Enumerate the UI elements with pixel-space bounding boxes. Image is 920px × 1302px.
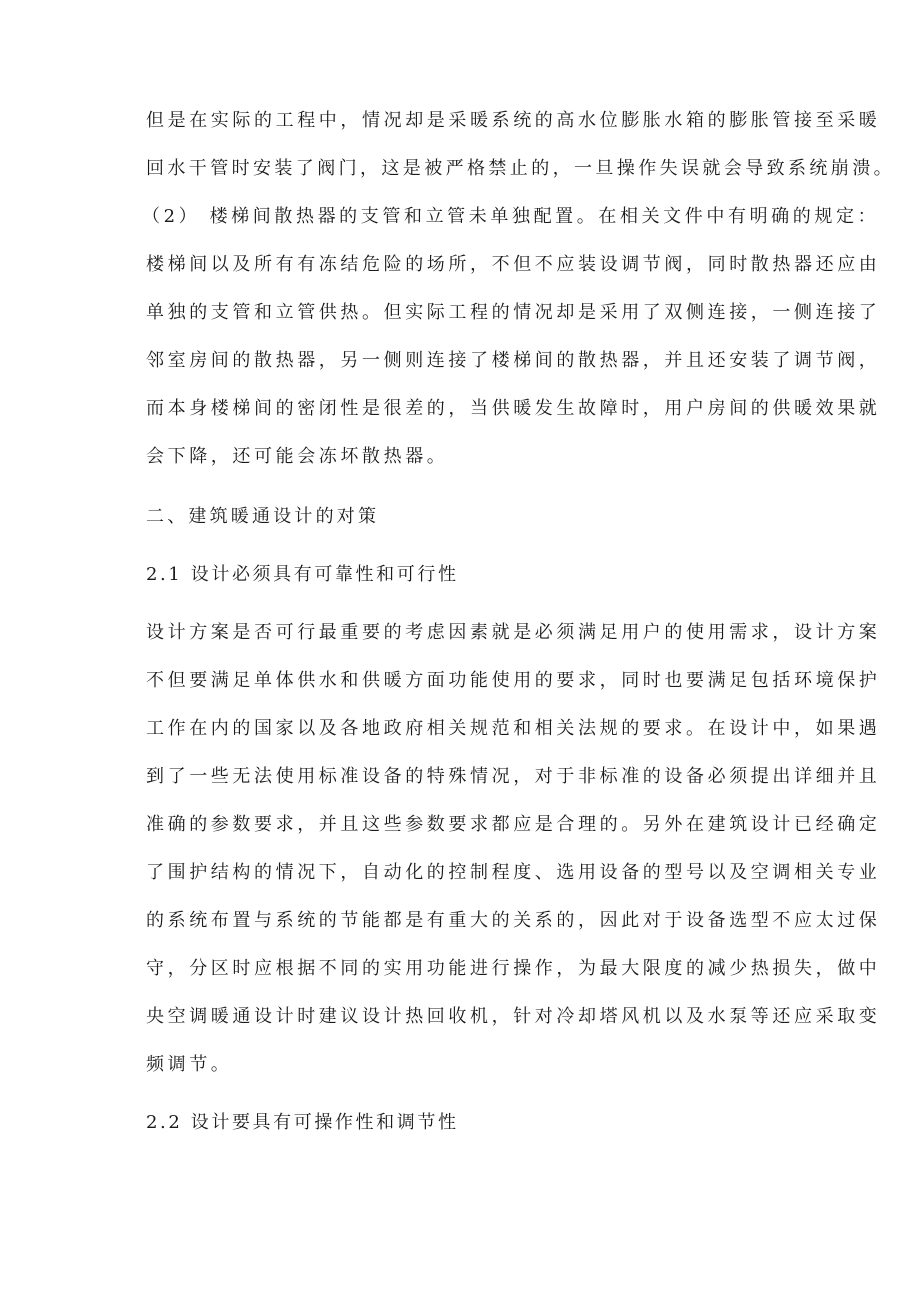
paragraph-2-line-6: 会下降，还可能会冻坏散热器。 [146,446,449,467]
paragraph-2-line-3: 单独的支管和立管供热。但实际工程的情况却是采用了双侧连接，一侧连接了 [146,302,881,323]
subsection-heading-2-1: 2.1 设计必须具有可靠性和可行性 [146,564,459,585]
subsection-heading-2-2: 2.2 设计要具有可操作性和调节性 [146,1112,459,1133]
paragraph-3-line-7: 的系统布置与系统的节能都是有重大的关系的，因此对于设备选型不应太过保 [146,910,881,931]
paragraph-3-line-3: 工作在内的国家以及各地政府相关规范和相关法规的要求。在设计中，如果遇 [146,718,881,739]
section-heading: 二、建筑暖通设计的对策 [146,506,380,527]
paragraph-3-line-8: 守，分区时应根据不同的实用功能进行操作，为最大限度的减少热损失，做中 [146,958,881,979]
paragraph-1-line-2: 回水干管时安装了阀门，这是被严格禁止的，一旦操作失误就会导致系统崩溃。 [146,158,895,179]
paragraph-1-line-1: 但是在实际的工程中，情况却是采暖系统的高水位膨胀水箱的膨胀管接至采暖 [146,110,881,131]
paragraph-2-line-2: 楼梯间以及所有有冻结危险的场所，不但不应装设调节阀，同时散热器还应由 [146,254,881,275]
paragraph-3-line-1: 设计方案是否可行最重要的考虑因素就是必须满足用户的使用需求，设计方案 [146,622,881,643]
paragraph-2-line-4: 邻室房间的散热器，另一侧则连接了楼梯间的散热器，并且还安装了调节阀， [146,350,881,371]
paragraph-2-line-1: （2） 楼梯间散热器的支管和立管未单独配置。在相关文件中有明确的规定： [142,206,880,227]
paragraph-3-line-6: 了围护结构的情况下，自动化的控制程度、选用设备的型号以及空调相关专业 [146,862,881,883]
paragraph-3-line-10: 频调节。 [146,1054,233,1075]
paragraph-3-line-5: 准确的参数要求，并且这些参数要求都应是合理的。另外在建筑设计已经确定 [146,814,881,835]
paragraph-3-line-2: 不但要满足单体供水和供暖方面功能使用的要求，同时也要满足包括环境保护 [146,670,881,691]
paragraph-3-line-4: 到了一些无法使用标准设备的特殊情况，对于非标准的设备必须提出详细并且 [146,766,881,787]
paragraph-2-line-5: 而本身楼梯间的密闭性是很差的，当供暖发生故障时，用户房间的供暖效果就 [146,398,881,419]
paragraph-3-line-9: 央空调暖通设计时建议设计热回收机，针对冷却塔风机以及水泵等还应采取变 [146,1006,881,1027]
